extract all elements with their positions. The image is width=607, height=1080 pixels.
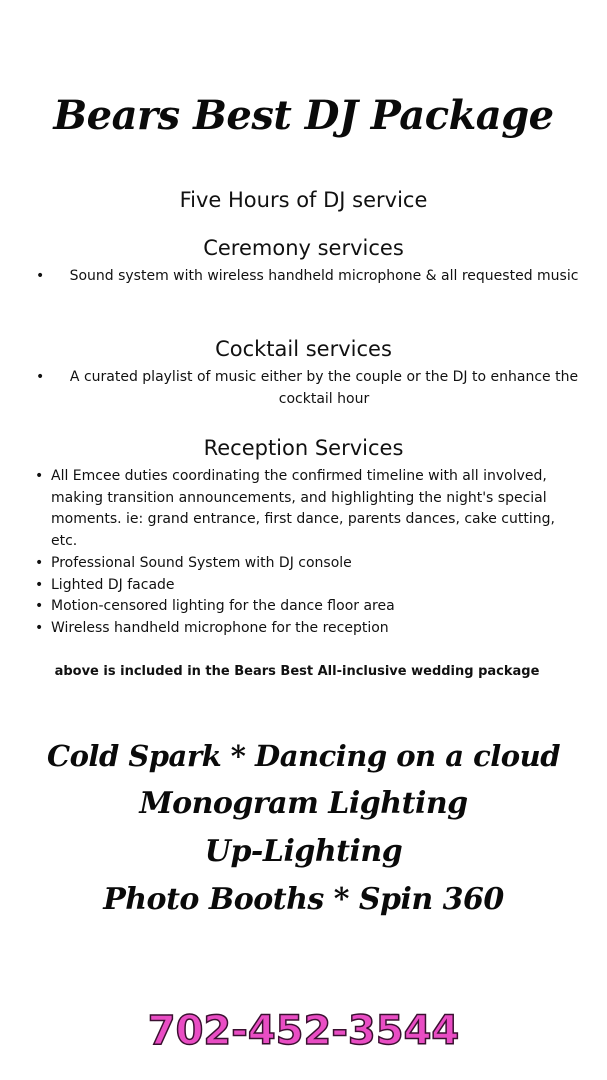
list-item — [34, 618, 564, 640]
cocktail-item — [30, 366, 590, 410]
bullet-icon: • — [35, 554, 44, 571]
bullet-icon: • — [35, 619, 44, 636]
package-title: Bears Best DJ Package — [53, 92, 554, 139]
list-item — [34, 575, 564, 597]
cocktail-item-text: A curated playlist of music either by the couple or the DJ to enhance the cocktail hour — [69, 369, 579, 407]
extras-line-2: Monogram Lighting — [139, 786, 468, 821]
bullet-icon: • — [35, 598, 44, 615]
extras-line-3: Up-Lighting — [204, 834, 403, 869]
reception-list — [34, 466, 564, 640]
phone-number[interactable]: 702-452-3544 — [147, 1008, 460, 1054]
package-note: above is included in the Bears Best All-inclusive wedding package — [54, 664, 540, 679]
extras-line-1: Cold Spark * Dancing on a cloud — [47, 739, 560, 773]
service-duration: Five Hours of DJ service — [179, 188, 428, 212]
bullet-icon: • — [36, 268, 45, 284]
bullet-icon: • — [35, 576, 44, 593]
bullet-icon: • — [35, 468, 44, 484]
reception-item-text: All Emcee duties coordinating the confirmed timeline with all involved, making transition announcements, and highlighting the night's special moments. ie: grand entrance, first dance, parents dances, cake cutting, etc. — [51, 468, 555, 550]
extras-line-4: Photo Booths * Spin 360 — [103, 882, 504, 917]
bullet-icon: • — [36, 369, 45, 385]
reception-heading: Reception Services — [203, 436, 404, 460]
ceremony-item-text: Sound system with wireless handheld microphone & all requested music — [69, 268, 579, 284]
cocktail-heading: Cocktail services — [215, 337, 392, 361]
ceremony-heading: Ceremony services — [203, 236, 404, 260]
reception-item-text: Motion-censored lighting for the dance floor area — [51, 598, 395, 615]
ceremony-item — [30, 265, 590, 287]
reception-item-text: Professional Sound System with DJ console — [51, 554, 352, 571]
list-item — [34, 553, 564, 575]
list-item — [34, 596, 564, 618]
reception-item-text: Lighted DJ facade — [51, 576, 175, 593]
list-item — [34, 466, 564, 553]
reception-item-text: Wireless handheld microphone for the reception — [51, 619, 389, 636]
